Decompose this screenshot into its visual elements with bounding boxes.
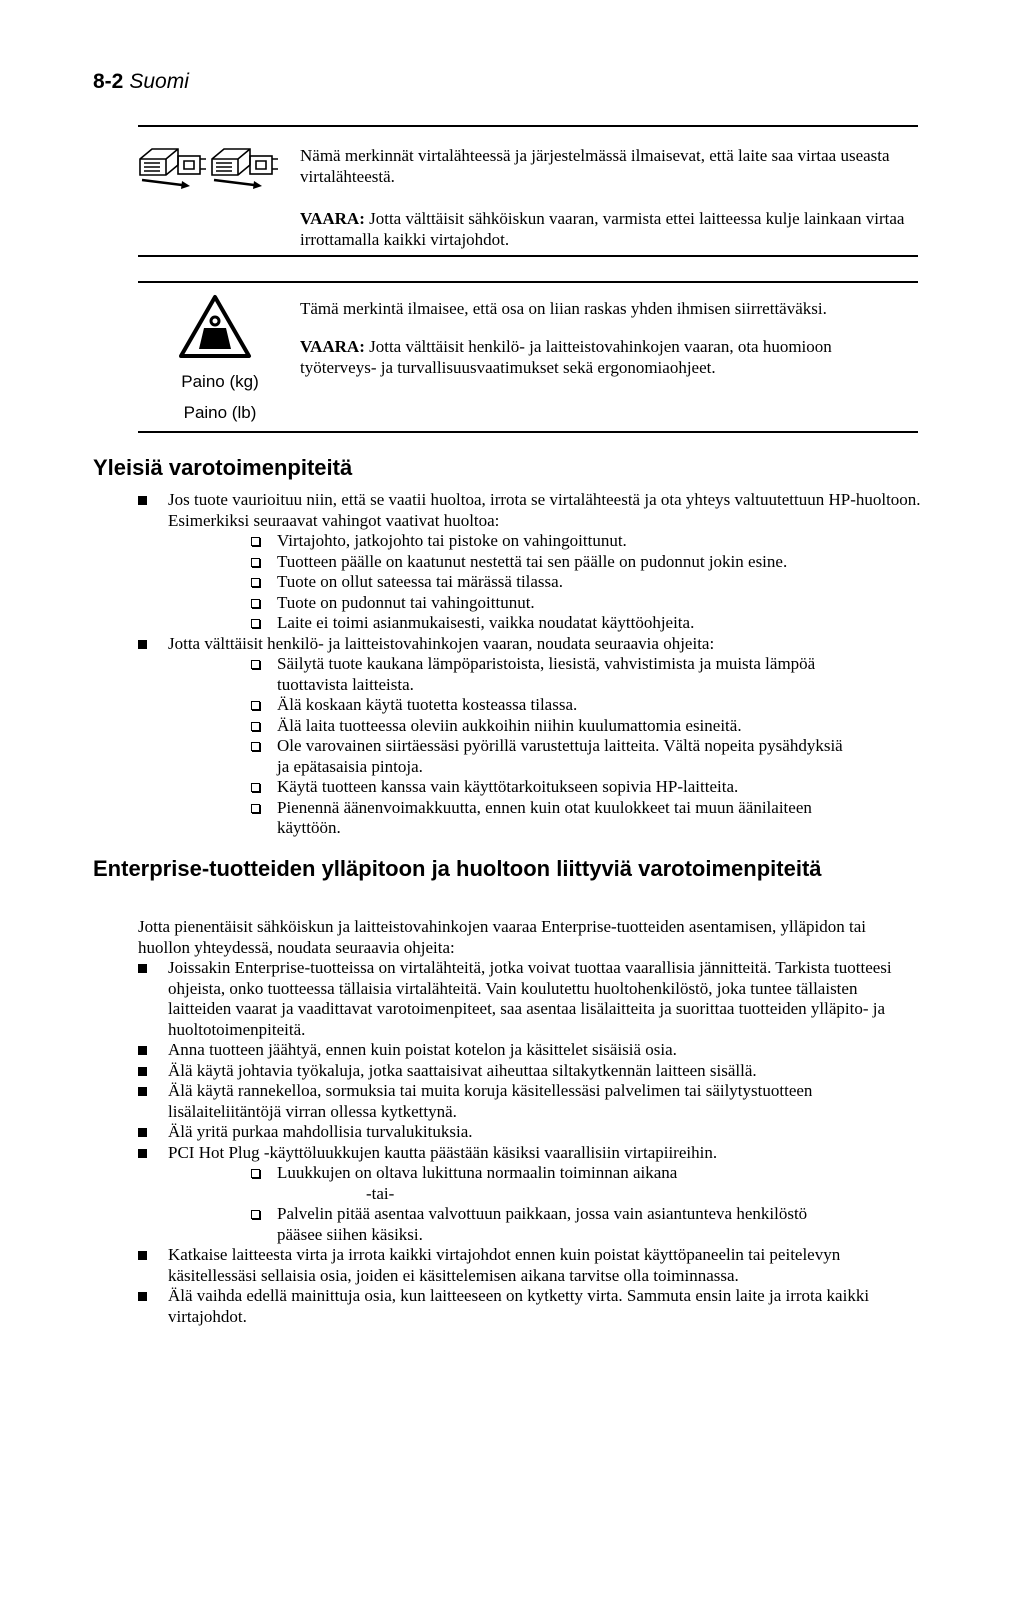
rule-top-1	[138, 125, 918, 127]
bullet-box-icon	[251, 783, 260, 792]
chapter-title: Suomi	[129, 70, 189, 93]
sub-list-item: Älä koskaan käytä tuotetta kosteassa tilassa.	[249, 695, 858, 716]
list-item: Älä vaihda edellä mainittuja osia, kun laitteeseen on kytketty virta. Sammuta ensin laite ja irrota kaikki virtajohdot.	[138, 1286, 900, 1327]
warning-text: Jotta välttäisit henkilö- ja laitteistovahinkojen vaaran, ota huomioon työterveys- ja turvallisuusvaatimukset sekä ergonomiaohjeet.	[300, 337, 832, 377]
bullet-box-icon	[251, 578, 260, 587]
bullet-box-icon	[251, 558, 260, 567]
weight-lb-label: Paino (lb)	[183, 403, 257, 422]
sub-list-item: Tuotteen päälle on kaatunut nestettä tai sen päälle on pudonnut jokin esine.	[249, 552, 938, 573]
bullet-square-icon	[138, 1067, 147, 1076]
symbol1-description: Nämä merkinnät virtalähteessä ja järjestelmässä ilmaisevat, että laite saa virtaa useasta virtalähteestä.	[300, 146, 890, 186]
sub-list-item: Älä laita tuotteessa oleviin aukkoihin niihin kuulumattomia esineitä.	[249, 716, 858, 737]
sub-list-item: Tuote on pudonnut tai vahingoittunut.	[249, 593, 938, 614]
list-item: Älä käytä johtavia työkaluja, jotka saattaisivat aiheuttaa siltakytkennän laitteen sisällä.	[138, 1061, 900, 1082]
sub-list-item: Laite ei toimi asianmukaisesti, vaikka noudatat käyttöohjeita.	[249, 613, 938, 634]
sub-list-item: Palvelin pitää asentaa valvottuun paikkaan, jossa vain asiantunteva henkilöstö pääsee siihen käsiksi.	[249, 1204, 830, 1245]
list-item: Älä käytä rannekelloa, sormuksia tai muita koruja käsitellessäsi palvelimen tai säilytystuotteen lisälaiteliitäntöjä virran ollessa kytkettynä.	[138, 1081, 900, 1122]
heavy-weight-warning-icon	[178, 294, 252, 365]
multiple-power-supplies-icon	[138, 143, 278, 194]
symbol1-text	[300, 145, 910, 250]
rule-bottom-1	[138, 255, 918, 257]
list-item: Joissakin Enterprise-tuotteissa on virtalähteitä, jotka voivat tuottaa vaarallisia jännitteitä. Tarkista tuotteesi ohjeista, onko tuotteessa tällaisia virtalähteitä. Vain koulutettu huoltohenkilöstö, joka tuntee tällaisten laitteiden vaarat ja vaadittavat varotoimenpiteet, saa asentaa lisälaitteita ja suorittaa tuotteiden ylläpito- ja huoltotoimenpiteitä.	[138, 958, 900, 1040]
bullet-box-icon	[251, 701, 260, 710]
or-separator: -tai-	[366, 1183, 395, 1203]
rule-top-2	[138, 281, 918, 283]
bullet-box-icon	[251, 660, 260, 669]
section2-title: Enterprise-tuotteiden ylläpitoon ja huoltoon liittyviä varotoimenpiteitä	[93, 856, 822, 881]
sub-list-item: Virtajohto, jatkojohto tai pistoke on vahingoittunut.	[249, 531, 938, 552]
bullet-box-icon	[251, 599, 260, 608]
sub-list-item: Luukkujen on oltava lukittuna normaalin toiminnan aikana	[249, 1163, 830, 1184]
bullet-box-icon	[251, 619, 260, 628]
bullet-square-icon	[138, 496, 147, 505]
list-item	[138, 634, 938, 839]
bullet-square-icon	[138, 1251, 147, 1260]
symbol2-text	[300, 298, 910, 378]
list-item: Älä yritä purkaa mahdollisia turvalukituksia.	[138, 1122, 900, 1143]
list-item: Anna tuotteen jäähtyä, ennen kuin poistat kotelon ja käsittelet sisäisiä osia.	[138, 1040, 900, 1061]
sub-list-item: Ole varovainen siirtäessäsi pyörillä varustettuja laitteita. Vältä nopeita pysähdyksiä ja epätasaisia pintoja.	[249, 736, 858, 777]
section2-body	[138, 917, 900, 1327]
section2-intro: Jotta pienentäisit sähköiskun ja laitteistovahinkojen vaaraa Enterprise-tuotteiden asentamisen, ylläpidon tai huollon yhteydessä, noudata seuraavia ohjeita:	[138, 917, 866, 957]
symbol2-description: Tämä merkintä ilmaisee, että osa on liian raskas yhden ihmisen siirrettäväksi.	[300, 299, 827, 318]
list-item: Katkaise laitteesta virta ja irrota kaikki virtajohdot ennen kuin poistat käyttöpaneelin tai peitelevyn käsitellessäsi sellaisia osia, joiden ei käsittelemisen aikana tarvitse olla toiminnassa.	[138, 1245, 900, 1286]
weight-kg-label: Paino (kg)	[181, 372, 259, 391]
symbol2-warning	[300, 336, 910, 378]
sub-list-item: Tuote on ollut sateessa tai märässä tilassa.	[249, 572, 938, 593]
bullet-square-icon	[138, 1149, 147, 1158]
bullet-square-icon	[138, 1128, 147, 1137]
weight-labels	[160, 366, 280, 428]
list-item	[138, 490, 938, 634]
bullet-box-icon	[251, 1210, 260, 1219]
section1-title: Yleisiä varotoimenpiteitä	[93, 455, 353, 480]
bullet-square-icon	[138, 1292, 147, 1301]
bullet-square-icon	[138, 1046, 147, 1055]
list-item-text: Jos tuote vaurioituu niin, että se vaatii huoltoa, irrota se virtalähteestä ja ota yhteys valtuutettuun HP-huoltoon. Esimerkiksi seuraavat vahingot vaativat huoltoa:	[168, 490, 921, 530]
page-number: 8-2	[93, 70, 124, 93]
bullet-box-icon	[251, 722, 260, 731]
bullet-square-icon	[138, 1087, 147, 1096]
list-item-text: Jotta välttäisit henkilö- ja laitteistovahinkojen vaaran, noudata seuraavia ohjeita:	[168, 633, 715, 653]
symbol1-warning	[300, 208, 910, 250]
warning-text: Jotta välttäisit sähköiskun vaaran, varmista ettei laitteessa kulje lainkaan virtaa irrottamalla kaikki virtajohdot.	[300, 209, 905, 249]
pci-text: PCI Hot Plug -käyttöluukkujen kautta päästään käsiksi vaarallisiin virtapiireihin.	[168, 1142, 718, 1162]
rule-bottom-2	[138, 431, 918, 433]
bullet-square-icon	[138, 964, 147, 973]
sub-list-item: Säilytä tuote kaukana lämpöparistoista, liesistä, vahvistimista ja muista lämpöä tuottavista laitteista.	[249, 654, 858, 695]
warning-label: VAARA:	[300, 209, 365, 228]
sub-list-item: Käytä tuotteen kanssa vain käyttötarkoitukseen sopivia HP-laitteita.	[249, 777, 858, 798]
section1-body	[138, 490, 938, 839]
sub-list-item: Pienennä äänenvoimakkuutta, ennen kuin otat kuulokkeet tai muun äänilaiteen käyttöön.	[249, 798, 858, 839]
warning-label: VAARA:	[300, 337, 365, 356]
bullet-box-icon	[251, 537, 260, 546]
bullet-box-icon	[251, 804, 260, 813]
bullet-box-icon	[251, 742, 260, 751]
list-item	[138, 1143, 900, 1246]
bullet-box-icon	[251, 1169, 260, 1178]
bullet-square-icon	[138, 640, 147, 649]
page-header	[93, 70, 189, 94]
